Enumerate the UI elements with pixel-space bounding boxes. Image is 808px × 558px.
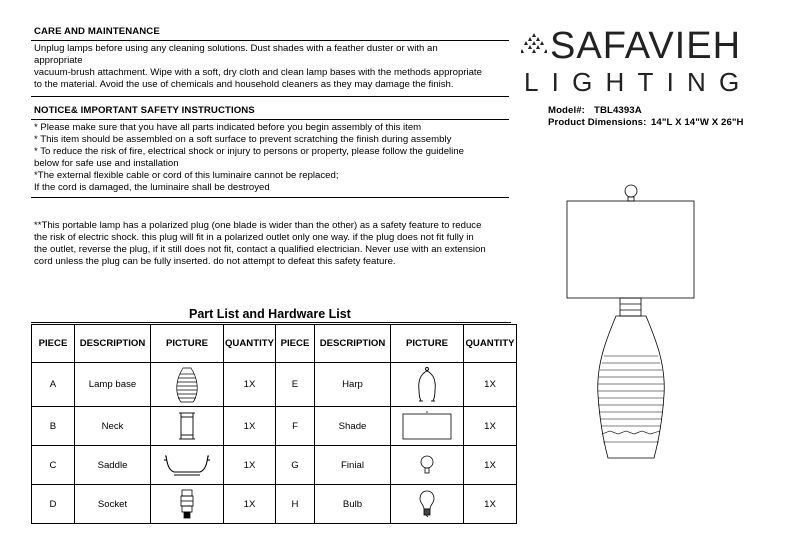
- safety-line: * This item should be assembled on a soft surface to prevent scratching the finish during assembly: [34, 134, 452, 145]
- piece-cell: A: [32, 363, 75, 407]
- quantity-cell: 1X: [224, 407, 276, 446]
- care-line: vacuum-brush attachment. Wipe with a soft, dry cloth and clean lamp bases with the methods appropriate: [34, 67, 482, 78]
- safety-text: [34, 122, 464, 194]
- quantity-cell: 1X: [464, 407, 517, 446]
- safety-title: NOTICE& IMPORTANT SAFETY INSTRUCTIONS: [34, 105, 255, 116]
- table-row: [32, 446, 517, 485]
- bulb-icon: [419, 489, 435, 519]
- col-header: PIECE: [276, 325, 315, 363]
- quantity-cell: 1X: [464, 485, 517, 524]
- col-header: QUANTITY: [224, 325, 276, 363]
- shade-icon: [402, 411, 452, 441]
- picture-cell: [151, 446, 224, 485]
- picture-cell: [391, 485, 464, 524]
- description-cell: Socket: [75, 485, 151, 524]
- description-cell: Harp: [315, 363, 391, 407]
- polarized-line: cord unless the plug can be fully inserted. do not attempt to defeat this safety feature.: [34, 256, 396, 267]
- col-header: QUANTITY: [464, 325, 517, 363]
- picture-cell: [391, 407, 464, 446]
- brand-name: SAFAVIEH: [550, 25, 742, 67]
- col-header: PIECE: [32, 325, 75, 363]
- picture-cell: [151, 363, 224, 407]
- description-cell: Bulb: [315, 485, 391, 524]
- safety-line: * Please make sure that you have all parts indicated before you begin assembly of this item: [34, 122, 422, 133]
- polarized-line: **This portable lamp has a polarized plug (one blade is wider than the other) as a safety feature to reduce: [34, 220, 482, 231]
- description-cell: Lamp base: [75, 363, 151, 407]
- care-line: appropriate: [34, 55, 83, 66]
- quantity-cell: 1X: [464, 446, 517, 485]
- divider: [31, 322, 511, 323]
- description-cell: Saddle: [75, 446, 151, 485]
- picture-cell: [151, 485, 224, 524]
- col-header: DESCRIPTION: [75, 325, 151, 363]
- model-number: TBL4393A: [594, 105, 642, 116]
- divider: [31, 96, 509, 97]
- divider: [31, 197, 509, 198]
- lamp-base-icon: [175, 366, 199, 404]
- parts-title: Part List and Hardware List: [189, 307, 351, 321]
- table-row: [32, 363, 517, 407]
- table-row: [32, 407, 517, 446]
- model-label: Model#:: [548, 105, 585, 116]
- lamp-illustration: [560, 180, 700, 465]
- quantity-cell: 1X: [224, 485, 276, 524]
- care-line: to the material. Avoid the use of chemicals and household cleaners as they may damage the finish.: [34, 79, 454, 90]
- description-cell: Neck: [75, 407, 151, 446]
- saddle-icon: [162, 452, 212, 478]
- piece-cell: E: [276, 363, 315, 407]
- picture-cell: [391, 446, 464, 485]
- description-cell: Finial: [315, 446, 391, 485]
- polarized-text: [34, 220, 486, 268]
- col-header: PICTURE: [151, 325, 224, 363]
- safety-line: * To reduce the risk of fire, electrical shock or injury to persons or property, please follow the guideline: [34, 146, 464, 157]
- care-title: CARE AND MAINTENANCE: [34, 26, 160, 37]
- piece-cell: F: [276, 407, 315, 446]
- piece-cell: B: [32, 407, 75, 446]
- divider: [31, 40, 509, 41]
- brand-logo-icon: [521, 32, 547, 54]
- polarized-line: the outlet, reverse the plug, if it still does not fit, contact a qualified electrician. Never use with an extension: [34, 244, 486, 255]
- dimensions-value: 14"L X 14"W X 26"H: [651, 117, 744, 128]
- piece-cell: D: [32, 485, 75, 524]
- piece-cell: G: [276, 446, 315, 485]
- piece-cell: H: [276, 485, 315, 524]
- brand-sub: LIGHTING: [524, 67, 753, 97]
- harp-icon: [413, 366, 441, 404]
- socket-icon: [179, 488, 195, 520]
- quantity-cell: 1X: [224, 363, 276, 407]
- care-text: [34, 43, 482, 91]
- divider: [31, 119, 509, 120]
- care-line: Unplug lamps before using any cleaning solutions. Dust shades with a feather duster or with an: [34, 43, 438, 54]
- quantity-cell: 1X: [224, 446, 276, 485]
- quantity-cell: 1X: [464, 363, 517, 407]
- piece-cell: C: [32, 446, 75, 485]
- dimensions-label: Product Dimensions:: [548, 117, 647, 128]
- table-header-row: [32, 325, 517, 363]
- safety-line: If the cord is damaged, the luminaire shall be destroyed: [34, 182, 270, 193]
- neck-icon: [177, 411, 197, 441]
- picture-cell: [391, 363, 464, 407]
- finial-icon: [419, 454, 435, 476]
- col-header: PICTURE: [391, 325, 464, 363]
- col-header: DESCRIPTION: [315, 325, 391, 363]
- picture-cell: [151, 407, 224, 446]
- polarized-line: the risk of electric shock. this plug will fit in a polarized outlet only one way. if the plug does not fit fully in: [34, 232, 474, 243]
- parts-table: [31, 324, 517, 524]
- safety-line: *The external flexible cable or cord of this luminaire cannot be replaced;: [34, 170, 339, 181]
- table-row: [32, 485, 517, 524]
- description-cell: Shade: [315, 407, 391, 446]
- safety-line: below for safe use and installation: [34, 158, 179, 169]
